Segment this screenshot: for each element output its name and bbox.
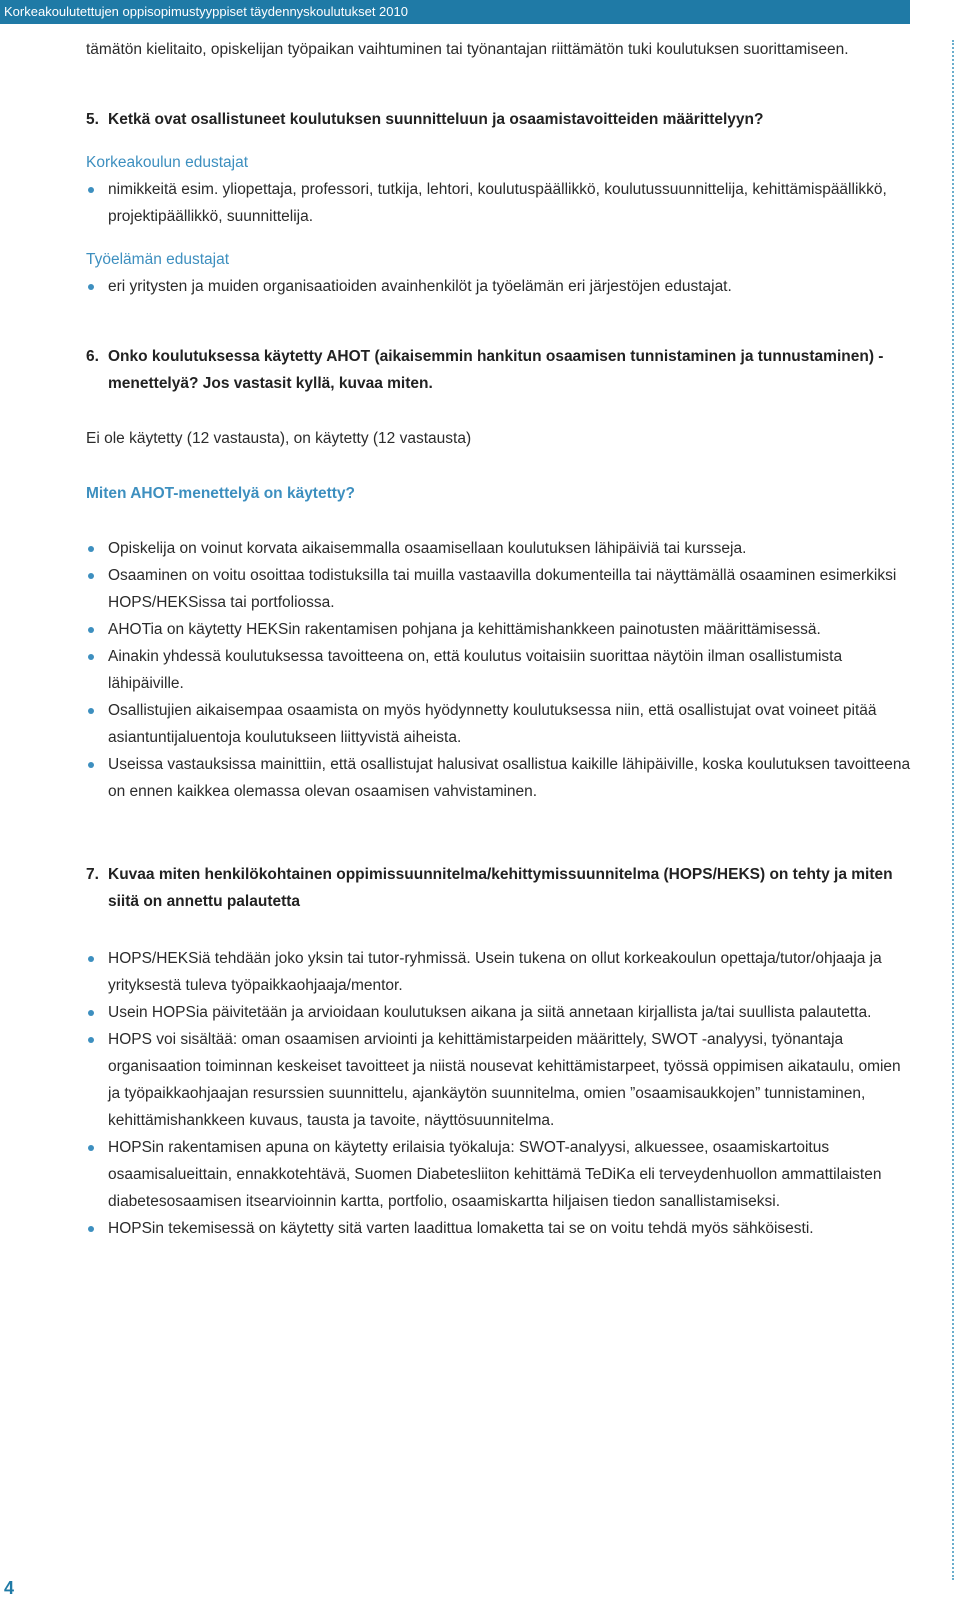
question-6-text: Onko koulutuksessa käytetty AHOT (aikaisemmin hankitun osaamisen tunnistaminen ja tunnustaminen) -menettelyä? Jos vastasit kyllä, kuvaa miten. — [108, 348, 884, 392]
page-number: 4 — [4, 1578, 15, 1598]
list-item: HOPSin rakentamisen apuna on käytetty erilaisia työkaluja: SWOT-analyysi, alkuessee, osaamiskartoitus osaamisalueittain, ennakkotehtävä, Suomen Diabetesliiton kehittämä TeDiKa eli terveydenhuollon ammattilaisten diabetesosaamisen itsearvioinnin kartta, portfolio, osaamiskartta hiljaisen tiedon sanallistamiseksi. — [86, 1134, 916, 1215]
list-item: Opiskelija on voinut korvata aikaisemmalla osaamisellaan koulutuksen lähipäiviä tai kursseja. — [86, 535, 916, 562]
list-item: eri yritysten ja muiden organisaatioiden avainhenkilöt ja työelämän eri järjestöjen edustajat. — [86, 273, 916, 300]
q6-list — [86, 535, 916, 805]
question-5-number: 5. — [86, 111, 99, 128]
question-7 — [86, 861, 916, 915]
intro-continuation: tämätön kielitaito, opiskelijan työpaikan vaihtuminen tai työnantajan riittämätön tuki koulutuksen suorittamiseen. — [86, 41, 849, 58]
q7-list — [86, 945, 916, 1242]
question-6-number: 6. — [86, 348, 99, 365]
list-item: AHOTia on käytetty HEKSin rakentamisen pohjana ja kehittämishankkeen painotusten määrittämisessä. — [86, 616, 916, 643]
list-item: nimikkeitä esim. yliopettaja, professori, tutkija, lehtori, koulutuspäällikkö, koulutussuunnittelija, kehittämispäällikkö, projektipäällikkö, suunnittelija. — [86, 176, 916, 230]
list-item: Useissa vastauksissa mainittiin, että osallistujat halusivat osallistua kaikille lähipäiville, koska koulutuksen tavoitteena on ennen kaikkea olemassa olevan osaamisen vahvistaminen. — [86, 751, 916, 805]
margin-dotted-rule — [952, 40, 954, 1580]
question-6 — [86, 343, 916, 397]
list-item: Osallistujien aikaisempaa osaamista on myös hyödynnetty koulutuksessa niin, että osallistujat ovat voineet pitää asiantuntijaluentoja koulutukseen liittyvistä aiheista. — [86, 697, 916, 751]
question-7-text: Kuvaa miten henkilökohtainen oppimissuunnitelma/kehittymissuunnitelma (HOPS/HEKS) on tehty ja miten siitä on annettu palautetta — [108, 866, 893, 910]
q6-answer-summary: Ei ole käytetty (12 vastausta), on käytetty (12 vastausta) — [86, 430, 472, 447]
body-text — [86, 36, 916, 1242]
list-item: HOPS voi sisältää: oman osaamisen arviointi ja kehittämistarpeiden määrittely, SWOT -analyysi, työnantaja organisaation toiminnan keskeiset tavoitteet ja niistä nousevat kehittämistarpeet, työssä oppimisen aikataulu, omien ja työpaikkaohjaajan resurssien suunnittelu, ajankäytön suunnitelma, omien ”osaamisaukkojen” tunnistaminen, kehittämishankkeen kuvaus, tausta ja tavoite, näyttösuunnitelma. — [86, 1026, 916, 1134]
running-header: Korkeakoulutettujen oppisopimustyyppiset täydennyskoulutukset 2010 — [0, 0, 910, 24]
q5-group2-title: Työelämän edustajat — [86, 251, 230, 268]
q6-subheading: Miten AHOT-menettelyä on käytetty? — [86, 485, 356, 502]
list-item: HOPS/HEKSiä tehdään joko yksin tai tutor-ryhmissä. Usein tukena on ollut korkeakoulun opettaja/tutor/ohjaaja ja yrityksestä tuleva työpaikkaohjaaja/mentor. — [86, 945, 916, 999]
list-item: HOPSin tekemisessä on käytetty sitä varten laadittua lomaketta tai se on voitu tehdä myös sähköisesti. — [86, 1215, 916, 1242]
question-5 — [86, 106, 916, 133]
list-item: Osaaminen on voitu osoittaa todistuksilla tai muilla vastaavilla dokumenteilla tai näyttämällä osaaminen esimerkiksi HOPS/HEKSissa tai portfoliossa. — [86, 562, 916, 616]
list-item: Ainakin yhdessä koulutuksessa tavoitteena on, että koulutus voitaisiin suorittaa näytöin ilman osallistumista lähipäiville. — [86, 643, 916, 697]
q5-group1-list — [86, 176, 916, 230]
q5-group2-list — [86, 273, 916, 300]
question-5-text: Ketkä ovat osallistuneet koulutuksen suunnitteluun ja osaamistavoitteiden määrittelyyn? — [108, 111, 764, 128]
q5-group1-title: Korkeakoulun edustajat — [86, 154, 249, 171]
list-item: Usein HOPSia päivitetään ja arvioidaan koulutuksen aikana ja siitä annetaan kirjallista ja/tai suullista palautetta. — [86, 999, 916, 1026]
question-7-number: 7. — [86, 866, 99, 883]
